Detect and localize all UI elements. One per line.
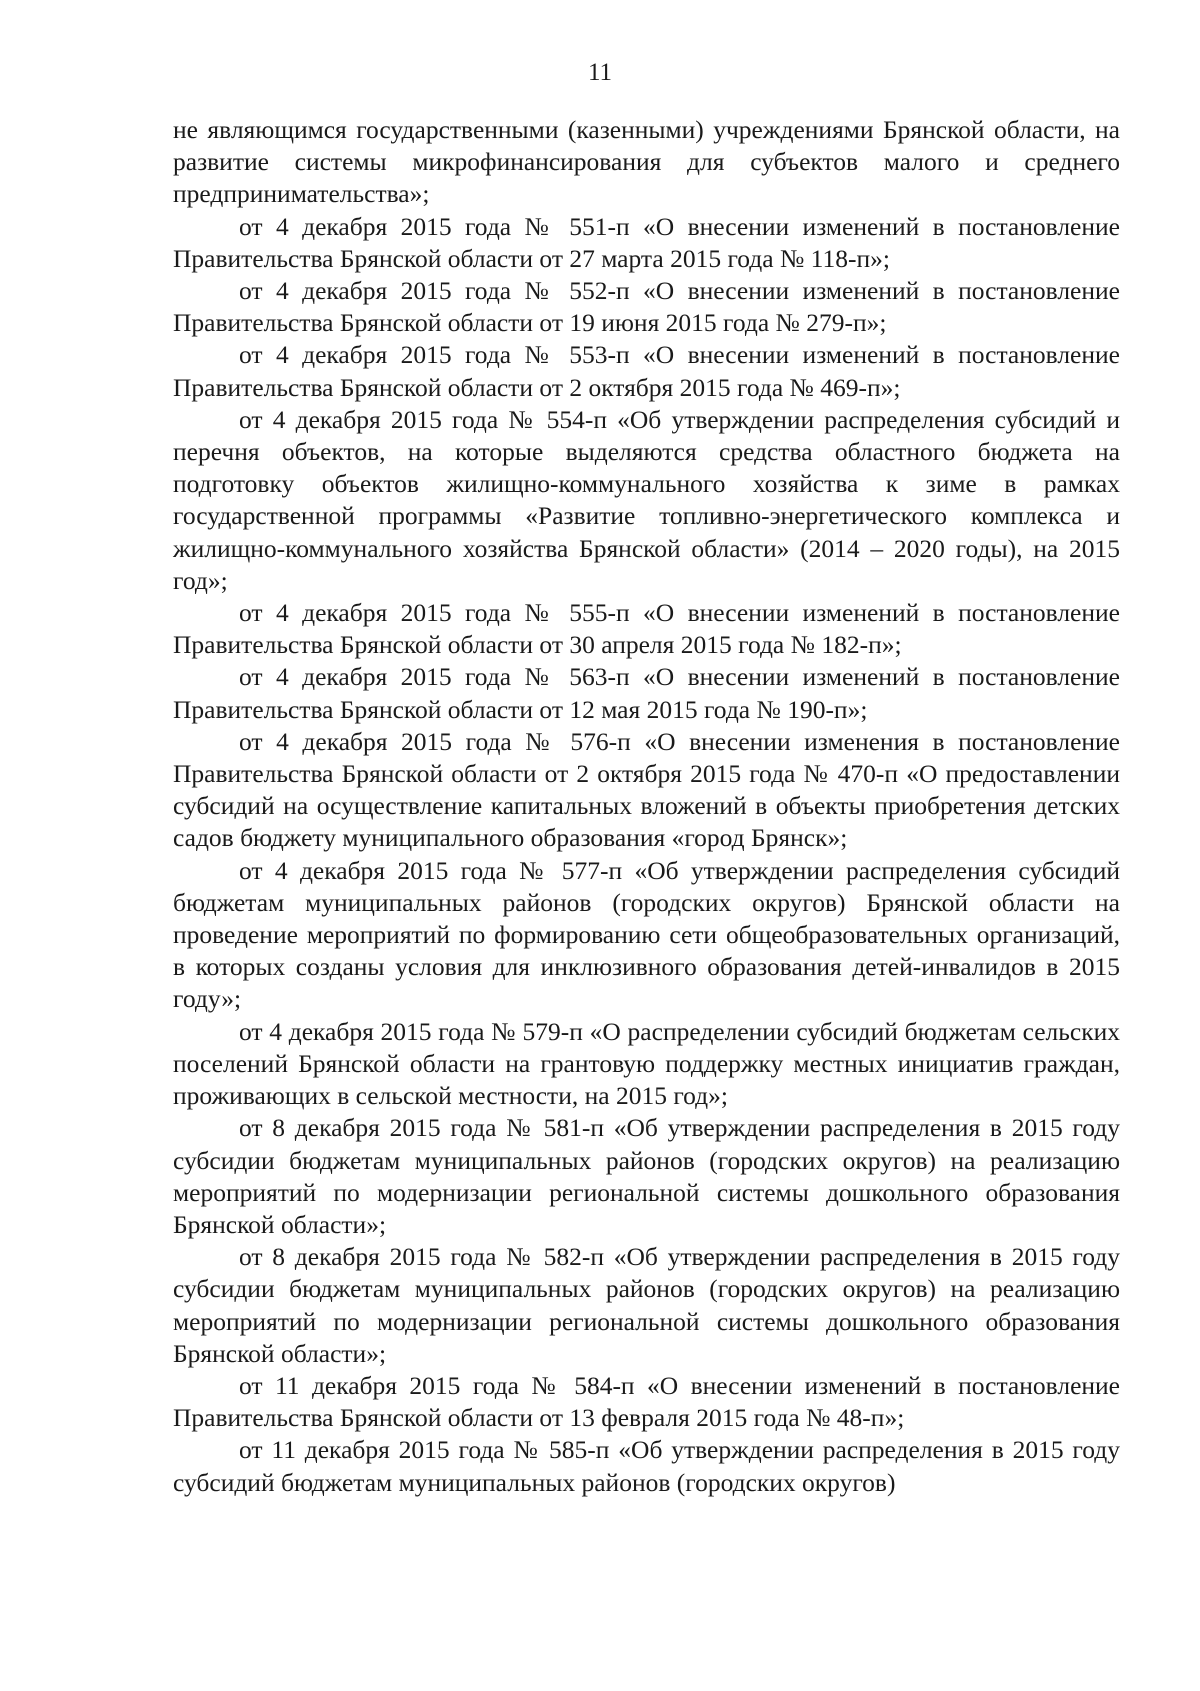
paragraph: от 4 декабря 2015 года № 551-п «О внесении изменений в постановление Правительства Брянской области от 27 марта 2015 года № 118-п»; xyxy=(173,211,1120,273)
page-number: 11 xyxy=(587,59,613,86)
paragraph: от 4 декабря 2015 года № 552-п «О внесении изменений в постановление Правительства Брянской области от 19 июня 2015 года № 279-п»; xyxy=(173,276,1120,338)
paragraph: от 11 декабря 2015 года № 584-п «О внесении изменений в постановление Правительства Брянской области от 13 февраля 2015 года № 48-п»; xyxy=(173,1370,1120,1433)
paragraph: не являющимся государственными (казенными) учреждениями Брянской области, на развитие системы микрофинансирования для субъектов малого и среднего предпринимательства»; xyxy=(173,115,1120,209)
paragraph: от 4 декабря 2015 года № 576-п «О внесении изменения в постановление Правительства Брянской области от 2 октября 2015 года № 470-п «О предоставлении субсидий на осуществление капитальных вложений в объекты приобретения детских садов бюджету муниципального образования «город Брянск»; xyxy=(173,726,1120,853)
paragraph: от 4 декабря 2015 года № 555-п «О внесении изменений в постановление Правительства Брянской области от 30 апреля 2015 года № 182-п»; xyxy=(173,598,1120,660)
paragraph: от 4 декабря 2015 года № 579-п «О распределении субсидий бюджетам сельских поселений Брянской области на грантовую поддержку местных инициатив граждан, проживающих в сельской местности, на 2015 год»; xyxy=(173,1016,1120,1111)
paragraph: от 4 декабря 2015 года № 577-п «Об утверждении распределения субсидий бюджетам муниципальных районов (городских округов) Брянской области на проведение мероприятий по формированию сети общеобразовательных организаций, в которых созданы условия для инклюзивного образования детей-инвалидов в 2015 году»; xyxy=(173,855,1120,1014)
paragraph: от 4 декабря 2015 года № 563-п «О внесении изменений в постановление Правительства Брянской области от 12 мая 2015 года № 190-п»; xyxy=(173,662,1120,724)
paragraph: от 8 декабря 2015 года № 582-п «Об утверждении распределения в 2015 году субсидии бюджетам муниципальных районов (городских округов) на реализацию мероприятий по модернизации региональной системы дошкольного образования Брянской области»; xyxy=(173,1242,1120,1368)
paragraph: от 11 декабря 2015 года № 585-п «Об утверждении распределения в 2015 году субсидий бюджетам муниципальных районов (городских округов) xyxy=(173,1435,1120,1497)
paragraph: от 4 декабря 2015 года № 554-п «Об утверждении распределения субсидий и перечня объектов, на которые выделяются средства областного бюджета на подготовку объектов жилищно-коммунального хозяйства к зиме в рамках государственной программы «Развитие топливно-энергетического комплекса и жилищно-коммунального хозяйства Брянской области» (2014 – 2020 годы), на 2015 год»; xyxy=(173,404,1120,595)
paragraph: от 4 декабря 2015 года № 553-п «О внесении изменений в постановление Правительства Брянской области от 2 октября 2015 года № 469-п»; xyxy=(173,340,1120,402)
document-body xyxy=(173,114,1120,1499)
paragraph: от 8 декабря 2015 года № 581-п «Об утверждении распределения в 2015 году субсидии бюджетам муниципальных районов (городских округов) на реализацию мероприятий по модернизации региональной системы дошкольного образования Брянской области»; xyxy=(173,1113,1120,1239)
